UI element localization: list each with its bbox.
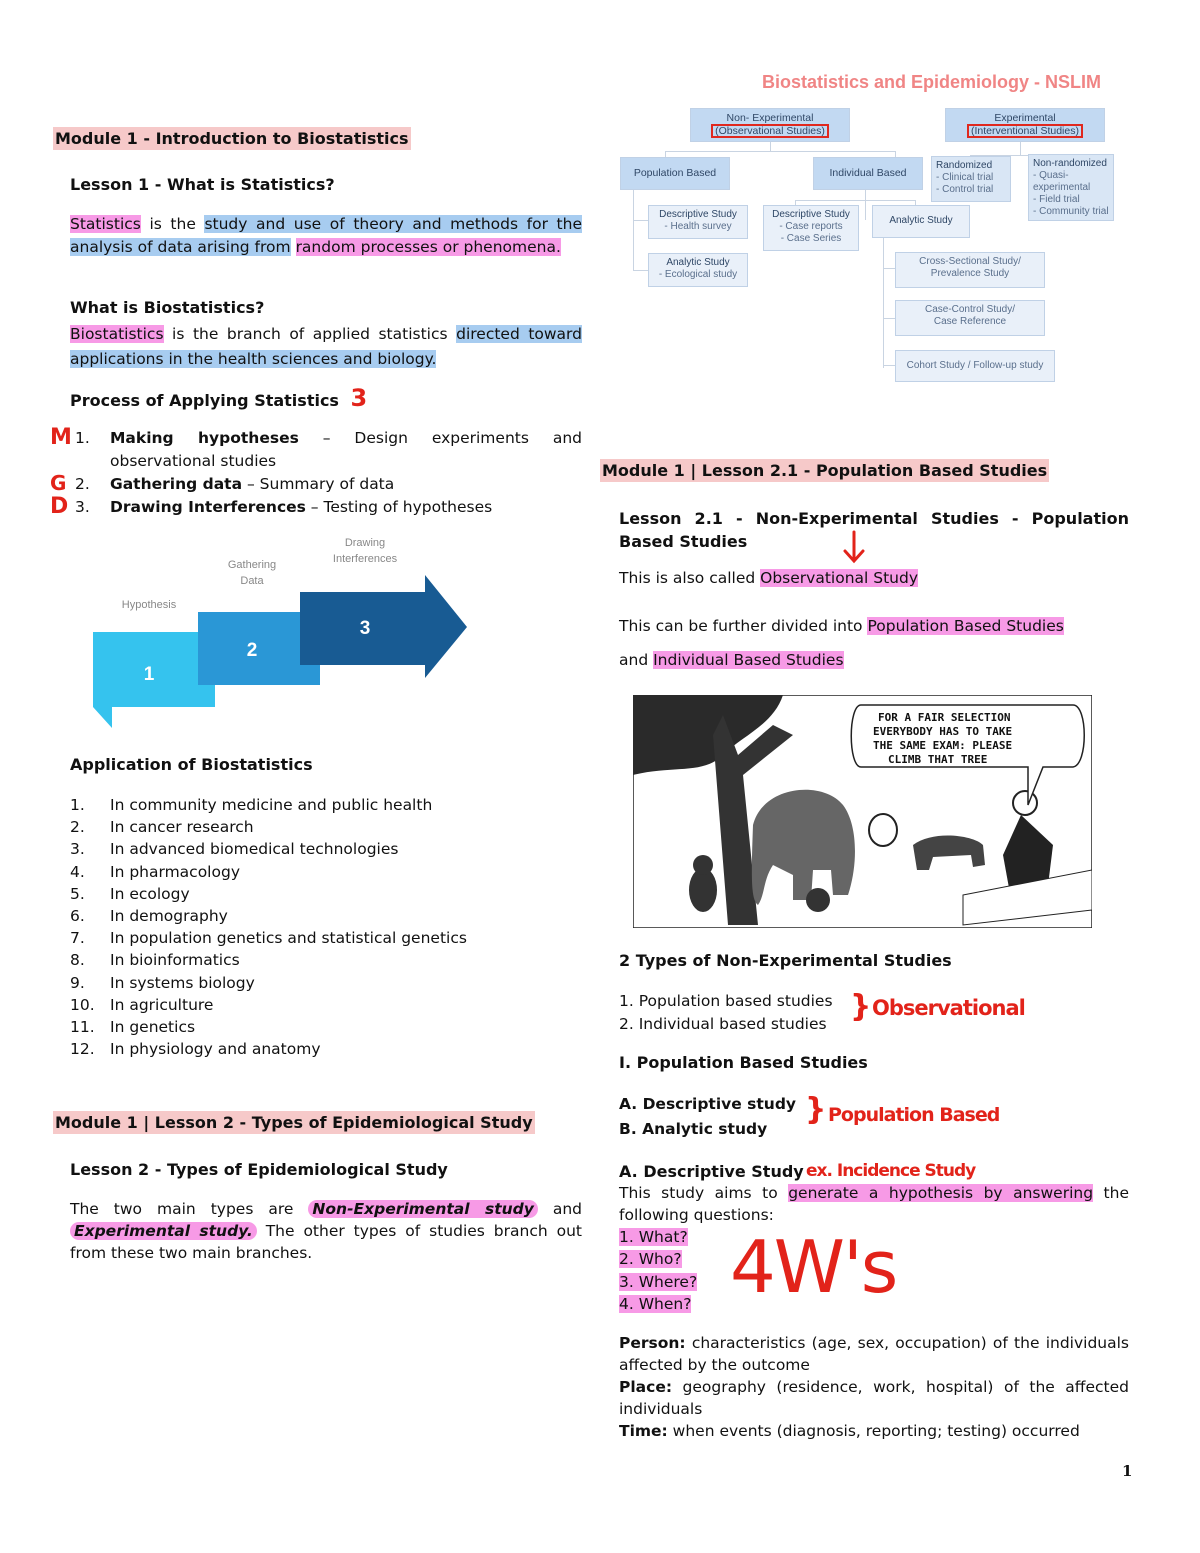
handwritten-mark-m: M <box>50 425 72 450</box>
box-non-experimental: Non- Experimental (Observational Studies) <box>690 108 850 142</box>
box-case-control: Case-Control Study/ Case Reference <box>895 300 1045 336</box>
process-item-1: M 1. Making hypotheses – Design experiments and observational studies <box>50 427 582 473</box>
box-population-based: Population Based <box>620 157 730 190</box>
box-randomized: Randomized - Clinical trial - Control trial <box>931 156 1011 202</box>
box-individual-based: Individual Based <box>813 157 923 190</box>
handwritten-down-arrow-icon <box>842 530 866 564</box>
lesson2-text: The two main types are Non-Experimental study and Experimental study. The other types of studies branch out from these two main branches. <box>70 1200 582 1262</box>
list-item: B. Analytic study <box>619 1120 768 1138</box>
list-item: 1. In community medicine and public health <box>70 796 433 814</box>
statistics-definition: Statistics is the study and use of theory and methods for the analysis of data arising from random processes or phenomena. <box>70 215 582 256</box>
cartoon-line-2: EVERYBODY HAS TO TAKE <box>873 725 1013 738</box>
application-title: Application of Biostatistics <box>70 755 313 774</box>
box-analytic-ind: Analytic Study <box>872 205 970 238</box>
list-item: 6. In demography <box>70 907 228 926</box>
person-text: Person: characteristics (age, sex, occupation) of the individuals affected by the outcome <box>619 1334 1129 1374</box>
step-number-1: 1 <box>143 664 155 685</box>
handwritten-note-population-based: Population Based <box>828 1104 1000 1126</box>
list-item: 1. What? <box>619 1228 688 1246</box>
list-item: 1. Population based studies <box>619 992 833 1010</box>
list-item: 12. In physiology and anatomy <box>70 1040 321 1059</box>
types-title: 2 Types of Non-Experimental Studies <box>619 951 952 970</box>
questions-list <box>619 1226 697 1315</box>
descriptive-study-title: A. Descriptive Study <box>619 1162 804 1181</box>
population-studies-list <box>619 1092 796 1142</box>
process-list <box>50 427 582 519</box>
box-descriptive-ind: Descriptive Study - Case reports - Case Series <box>763 205 859 251</box>
box-analytic-pop: Analytic Study - Ecological study <box>648 253 748 287</box>
handwritten-note-4ws: 4W's <box>730 1225 897 1309</box>
lesson1-title: Lesson 1 - What is Statistics? <box>70 175 335 194</box>
population-studies-title: I. Population Based Studies <box>619 1053 868 1072</box>
module1-lesson2-title: Module 1 | Lesson 2 - Types of Epidemiological Study <box>55 1113 533 1132</box>
list-item: 4. In pharmacology <box>70 862 240 881</box>
step-number-2: 2 <box>246 640 258 661</box>
application-list <box>70 794 570 1060</box>
list-item: 2. Who? <box>619 1250 682 1269</box>
list-item: A. Descriptive study <box>619 1095 797 1113</box>
step-label-hypothesis: Hypothesis <box>121 599 177 611</box>
step-label-interferences: Interferences <box>332 553 398 565</box>
list-item: 5. In ecology <box>70 884 190 903</box>
cartoon-line-4: CLIMB THAT TREE <box>888 753 988 766</box>
process-steps-graphic <box>90 530 475 730</box>
page-number: 1 <box>1122 1462 1133 1480</box>
list-item: 11. In genetics <box>70 1018 196 1037</box>
handwritten-note-observational: Observational <box>872 996 1025 1020</box>
list-item: 9. In systems biology <box>70 973 255 992</box>
person-place-time <box>619 1332 1129 1442</box>
place-text: Place: geography (residence, work, hospital) of the affected individuals <box>619 1378 1129 1418</box>
descriptive-study-text: This study aims to generate a hypothesis by answering the following questions: <box>619 1184 1129 1224</box>
module1-title: Module 1 - Introduction to Biostatistics <box>55 129 409 148</box>
box-descriptive-pop: Descriptive Study - Health survey <box>648 205 748 239</box>
list-item: 8. In bioinformatics <box>70 951 240 970</box>
module1-lesson21-title: Module 1 | Lesson 2.1 - Population Based Studies <box>602 461 1048 480</box>
process-item-2: G 2. Gathering data – Summary of data <box>50 471 395 495</box>
handwritten-mark-g: G <box>50 471 67 495</box>
list-item: 3. In advanced biomedical technologies <box>70 840 399 859</box>
box-cross-sectional: Cross-Sectional Study/ Prevalence Study <box>895 252 1045 288</box>
handwritten-note-incidence: ex. Incidence Study <box>806 1161 976 1181</box>
list-item: 10. In agriculture <box>70 995 214 1014</box>
handwritten-brace-icon: } <box>850 989 872 1024</box>
further-divided-text: This can be further divided into Population Based Studies and Individual Based Studies <box>619 617 1064 669</box>
lesson2-title: Lesson 2 - Types of Epidemiological Study <box>70 1160 448 1179</box>
step-number-3: 3 <box>359 618 371 639</box>
study-types-diagram <box>615 100 1120 390</box>
box-experimental: Experimental (Interventional Studies) <box>945 108 1105 142</box>
fair-selection-cartoon <box>633 695 1092 928</box>
document-header: Biostatistics and Epidemiology - NSLIM <box>762 72 1102 92</box>
list-item: 2. In cancer research <box>70 818 254 837</box>
types-list <box>619 990 833 1036</box>
step-label-gathering: Gathering <box>227 559 277 571</box>
step-label-drawing: Drawing <box>344 537 386 549</box>
list-item: 7. In population genetics and statistical genetics <box>70 929 467 948</box>
list-item: 4. When? <box>619 1294 692 1313</box>
step-label-data: Data <box>240 575 264 587</box>
biostatistics-definition: Biostatistics is the branch of applied statistics directed toward applications in the health sciences and biology. <box>70 325 582 368</box>
handwritten-brace-icon: } <box>805 1092 827 1127</box>
box-cohort: Cohort Study / Follow-up study <box>895 350 1055 382</box>
box-non-randomized: Non-randomized - Quasi- experimental - Field trial - Community trial <box>1028 154 1114 221</box>
handwritten-mark-d: D <box>50 494 69 519</box>
handwritten-note-3: 3 <box>350 384 368 412</box>
list-item: 3. Where? <box>619 1272 698 1291</box>
time-text: Time: when events (diagnosis, reporting; testing) occurred <box>619 1422 1080 1440</box>
cartoon-line-3: THE SAME EXAM: PLEASE <box>873 739 1013 752</box>
list-item: 2. Individual based studies <box>619 1015 827 1033</box>
lesson21-title: Lesson 2.1 - Non-Experimental Studies - Population Based Studies <box>619 509 1129 551</box>
biostatistics-question: What is Biostatistics? <box>70 298 265 317</box>
cartoon-line-1: FOR A FAIR SELECTION <box>878 711 1011 724</box>
also-called-text: This is also called Observational Study <box>619 569 919 587</box>
process-title: Process of Applying Statistics 3 <box>70 384 368 412</box>
process-item-3: D 3. Drawing Interferences – Testing of hypotheses <box>50 494 493 519</box>
